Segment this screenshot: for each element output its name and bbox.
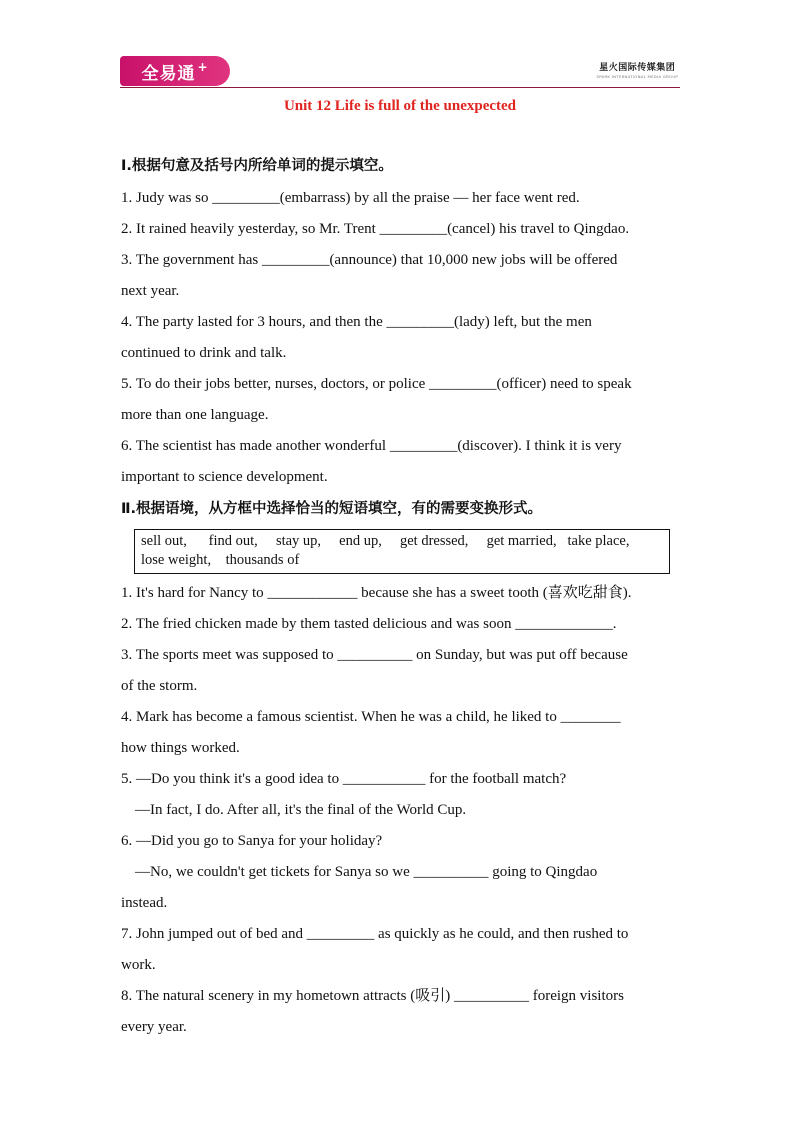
question-line: instead. <box>121 895 168 911</box>
phrase: thousands of <box>225 552 300 568</box>
dialogue-reply-line: —In fact, I do. After all, it's the final of the World Cup. <box>135 802 467 818</box>
question-line: 7. John jumped out of bed and _________ as quickly as he could, and then rushed to <box>121 926 629 942</box>
dialogue-reply-line: —No, we couldn't get tickets for Sanya so we __________ going to Qingdao <box>135 864 598 880</box>
question-line: 6. —Did you go to Sanya for your holiday? <box>121 833 383 849</box>
phrase: get dressed, <box>399 533 469 549</box>
question-line: 3. The government has _________(announce) that 10,000 new jobs will be offered <box>121 252 618 268</box>
question-line: 6. The scientist has made another wonderful _________(discover). I think it is very <box>121 438 622 454</box>
question-line: 1. Judy was so _________(embarrass) by all the praise — her face went red. <box>121 190 580 206</box>
logo-plus-icon: + <box>197 60 209 74</box>
worksheet-body <box>121 150 681 1043</box>
page-title: Unit 12 Life is full of the unexpected <box>283 98 517 114</box>
phrase: get married, <box>486 533 557 549</box>
question-line: continued to drink and talk. <box>121 345 287 361</box>
question-line: 2. The fried chicken made by them tasted delicious and was soon _____________. <box>121 616 617 632</box>
question-line: more than one language. <box>121 407 269 423</box>
phrase: find out, <box>208 533 258 549</box>
logo-badge <box>120 56 230 86</box>
question-line: 3. The sports meet was supposed to __________ on Sunday, but was put off because <box>121 647 628 663</box>
brand-name-cn: 星火国际传媒集团 <box>599 63 676 73</box>
question-line: 8. The natural scenery in my hometown attracts (吸引) __________ foreign visitors <box>121 988 624 1004</box>
question-line: next year. <box>121 283 180 299</box>
logo-text: 全易通 <box>141 63 196 84</box>
question-line: 4. The party lasted for 3 hours, and then the _________(lady) left, but the men <box>121 314 592 330</box>
phrase: lose weight, <box>141 552 212 568</box>
phrase: end up, <box>339 533 382 549</box>
question-line: 5. —Do you think it's a good idea to ___________ for the football match? <box>121 771 567 787</box>
question-line: 5. To do their jobs better, nurses, doctors, or police _________(officer) need to speak <box>121 376 632 392</box>
question-line: important to science development. <box>121 469 328 485</box>
question-line: every year. <box>121 1019 187 1035</box>
question-line: how things worked. <box>121 740 240 756</box>
brand-mark <box>597 60 679 79</box>
section-1-heading: Ⅰ.根据句意及括号内所给单词的提示填空。 <box>121 158 393 174</box>
page-header <box>0 0 800 92</box>
phrase: sell out, <box>141 533 187 549</box>
phrase: take place, <box>567 533 630 549</box>
question-line: 4. Mark has become a famous scientist. When he was a child, he liked to ________ <box>121 709 621 725</box>
question-line: work. <box>121 957 156 973</box>
question-line: 2. It rained heavily yesterday, so Mr. Trent _________(cancel) his travel to Qingdao. <box>121 221 630 237</box>
phrase-box <box>134 529 670 574</box>
phrase: stay up, <box>275 533 322 549</box>
section-2-heading: Ⅱ.根据语境，从方框中选择恰当的短语填空，有的需要变换形式。 <box>121 501 543 517</box>
brand-name-en: SPARK INTERNATIONAL MEDIA GROUP <box>596 74 678 79</box>
section-1-questions <box>121 183 681 493</box>
question-line: 1. It's hard for Nancy to ____________ because she has a sweet tooth (喜欢吃甜食). <box>121 585 632 601</box>
question-line: of the storm. <box>121 678 198 694</box>
section-2-questions <box>121 578 681 1043</box>
header-divider <box>120 87 680 88</box>
